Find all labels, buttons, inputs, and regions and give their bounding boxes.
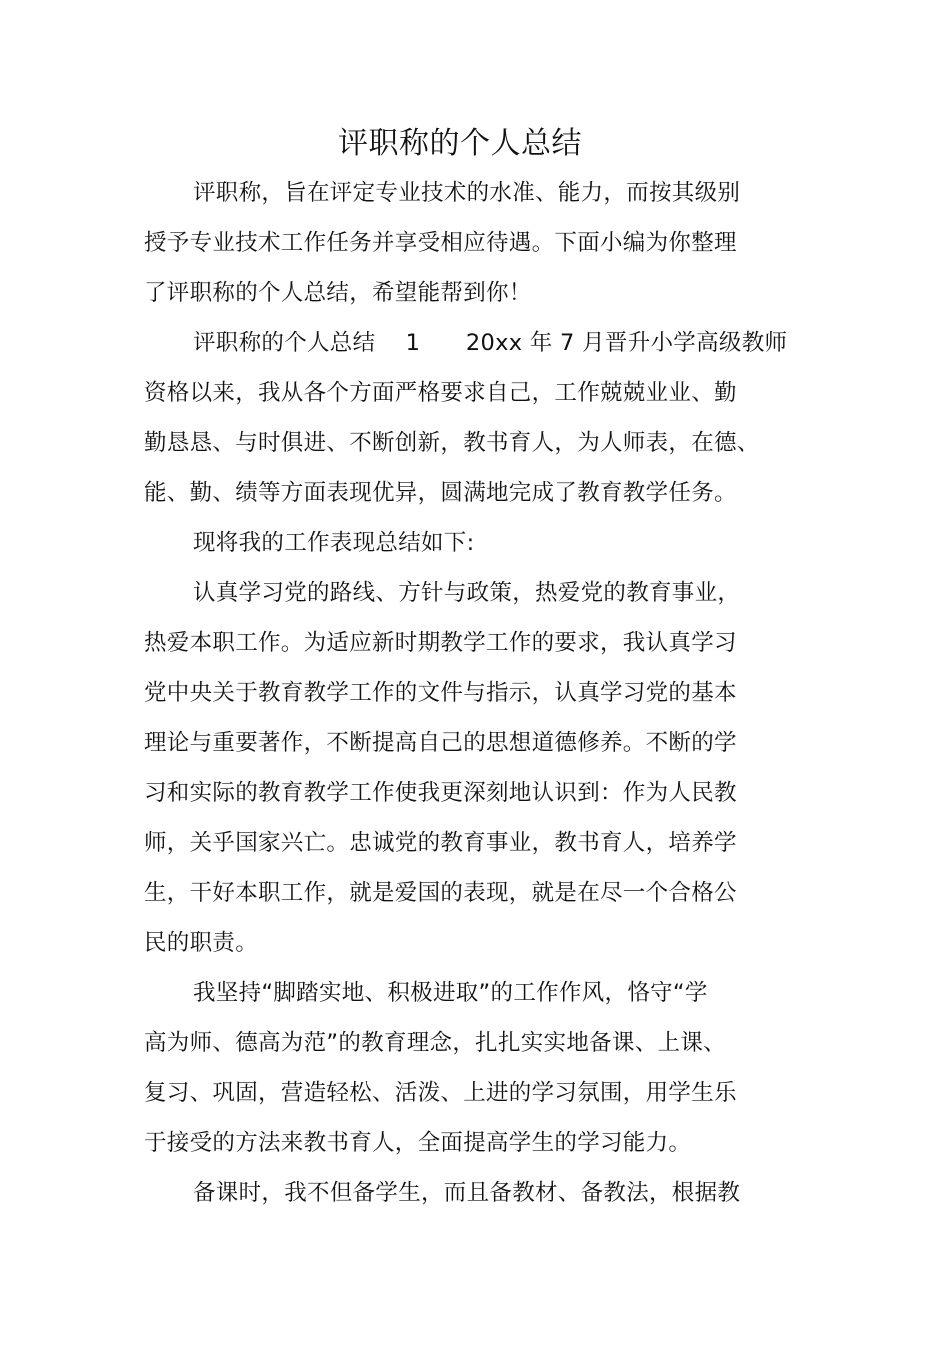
text-line: 了评职称的个人总结，希望能帮到你！	[144, 280, 532, 306]
text-line: 评职称的个人总结 1 20xx 年 7 月晋升小学高级教师	[193, 330, 788, 356]
text-line: 理论与重要著作，不断提高自己的思想道德修养。不断的学	[144, 730, 737, 756]
text-line: 现将我的工作表现总结如下:	[193, 530, 475, 556]
text-line: 生，干好本职工作，就是爱国的表现，就是在尽一个合格公	[144, 880, 737, 906]
text-line: 民的职责。	[144, 930, 259, 956]
text-line: 师，关乎国家兴亡。忠诚党的教育事业，教书育人，培养学	[144, 830, 737, 856]
text-line: 于接受的方法来教书育人，全面提高学生的学习能力。	[144, 1130, 692, 1156]
page-title: 评职称的个人总结	[338, 126, 582, 161]
text-line: 党中央关于教育教学工作的文件与指示，认真学习党的基本	[144, 680, 737, 706]
text-line: 我坚持“脚踏实地、积极进取”的工作作风，恪守“学	[193, 980, 708, 1006]
text-line: 能、勤、绩等方面表现优异，圆满地完成了教育教学任务。	[144, 480, 737, 506]
text-line: 复习、巩固，营造轻松、活泼、上进的学习氛围，用学生乐	[144, 1080, 737, 1106]
text-line: 资格以来，我从各个方面严格要求自己，工作兢兢业业、勤	[144, 380, 737, 406]
text-line: 习和实际的教育教学工作使我更深刻地认识到：作为人民教	[144, 780, 737, 806]
text-line: 高为师、德高为范”的教育理念，扎扎实实地备课、上课、	[144, 1030, 726, 1056]
document-body	[144, 168, 788, 1218]
text-line: 授予专业技术工作任务并享受相应待遇。下面小编为你整理	[144, 230, 737, 256]
text-line: 热爱本职工作。为适应新时期教学工作的要求，我认真学习	[144, 630, 737, 656]
text-line: 备课时，我不但备学生，而且备教材、备教法，根据教	[193, 1180, 741, 1206]
text-line: 勤恳恳、与时俱进、不断创新，教书育人，为人师表，在德、	[144, 430, 760, 456]
text-line: 评职称，旨在评定专业技术的水准、能力，而按其级别	[193, 180, 741, 206]
text-line: 认真学习党的路线、方针与政策，热爱党的教育事业，	[193, 580, 741, 606]
